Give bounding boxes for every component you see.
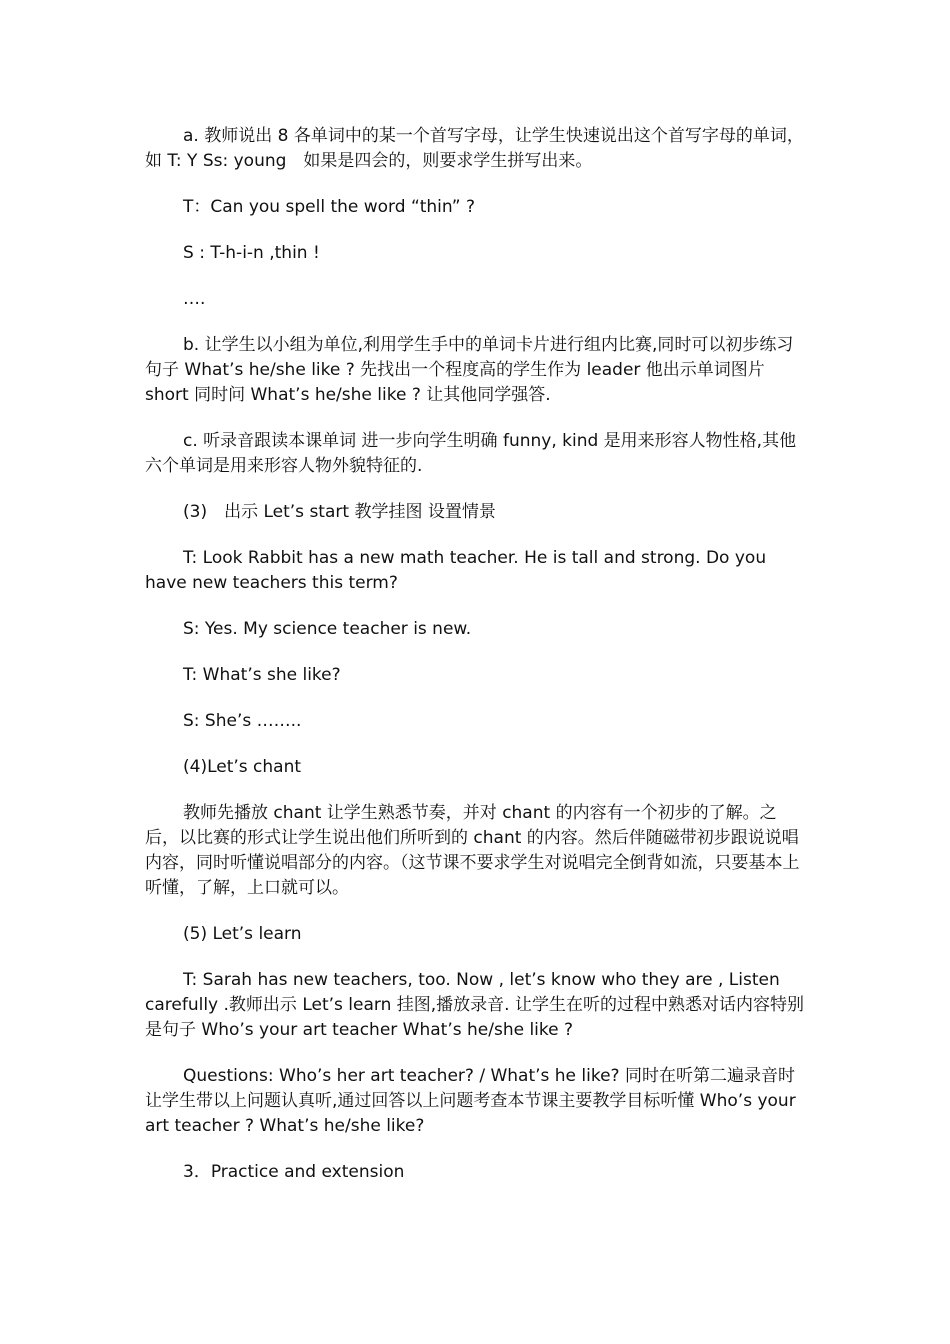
paragraph-step-a: a. 教师说出 8 各单词中的某一个首写字母，让学生快速说出这个首写字母的单词，如 T: Y Ss: young 如果是四会的，则要求学生拼写出来。 — [145, 126, 804, 171]
paragraph-teacher-question: T：Can you spell the word “thin” ? — [183, 197, 475, 217]
paragraph-ellipsis: …. — [183, 289, 206, 309]
paragraph-practice-heading: 3．Practice and extension — [183, 1162, 405, 1182]
paragraph-questions: Questions: Who’s her art teacher? / What’s he like? 同时在听第二遍录音时让学生带以上问题认真听,通过回答以上问题考查本节课主要教学目标听懂 Who’s your art teacher ? What’s he/she like? — [145, 1066, 796, 1136]
paragraph-dialogue-4: S: She’s …….. — [183, 711, 302, 731]
paragraph-dialogue-1: T: Look Rabbit has a new math teacher. He is tall and strong. Do you have new teachers this term? — [145, 548, 767, 593]
paragraph-section-5: (5) Let’s learn — [183, 924, 302, 944]
paragraph-section-3: (3) 出示 Let’s start 教学挂图 设置情景 — [183, 502, 496, 522]
paragraph-section-4: (4)Let’s chant — [183, 757, 302, 777]
paragraph-learn-instructions: T: Sarah has new teachers, too. Now , let’s know who they are , Listen carefully .教师出示 Let’s learn 挂图,播放录音. 让学生在听的过程中熟悉对话内容特别是句子 Who’s your art teacher What’s he/she like ? — [145, 970, 804, 1040]
paragraph-step-c: c. 听录音跟读本课单词 进一步向学生明确 funny, kind 是用来形容人物性格,其他六个单词是用来形容人物外貌特征的. — [145, 431, 797, 476]
paragraph-chant-instructions: 教师先播放 chant 让学生熟悉节奏，并对 chant 的内容有一个初步的了解。之后，以比赛的形式让学生说出他们所听到的 chant 的内容。然后伴随磁带初步跟说说唱内容，同时听懂说唱部分的内容。（这节课不要求学生对说唱完全倒背如流，只要基本上听懂，了解，上口就可以。 — [145, 803, 800, 898]
paragraph-dialogue-2: S: Yes. My science teacher is new. — [183, 619, 472, 639]
paragraph-step-b: b. 让学生以小组为单位,利用学生手中的单词卡片进行组内比赛,同时可以初步练习句子 What’s he/she like ? 先找出一个程度高的学生作为 leader 他出示单词图片 short 同时问 What’s he/she like ? 让其他同学强答. — [145, 335, 794, 405]
document-body — [145, 124, 810, 1206]
paragraph-student-answer: S : T-h-i-n ,thin ! — [183, 243, 320, 263]
paragraph-dialogue-3: T: What’s she like? — [183, 665, 341, 685]
